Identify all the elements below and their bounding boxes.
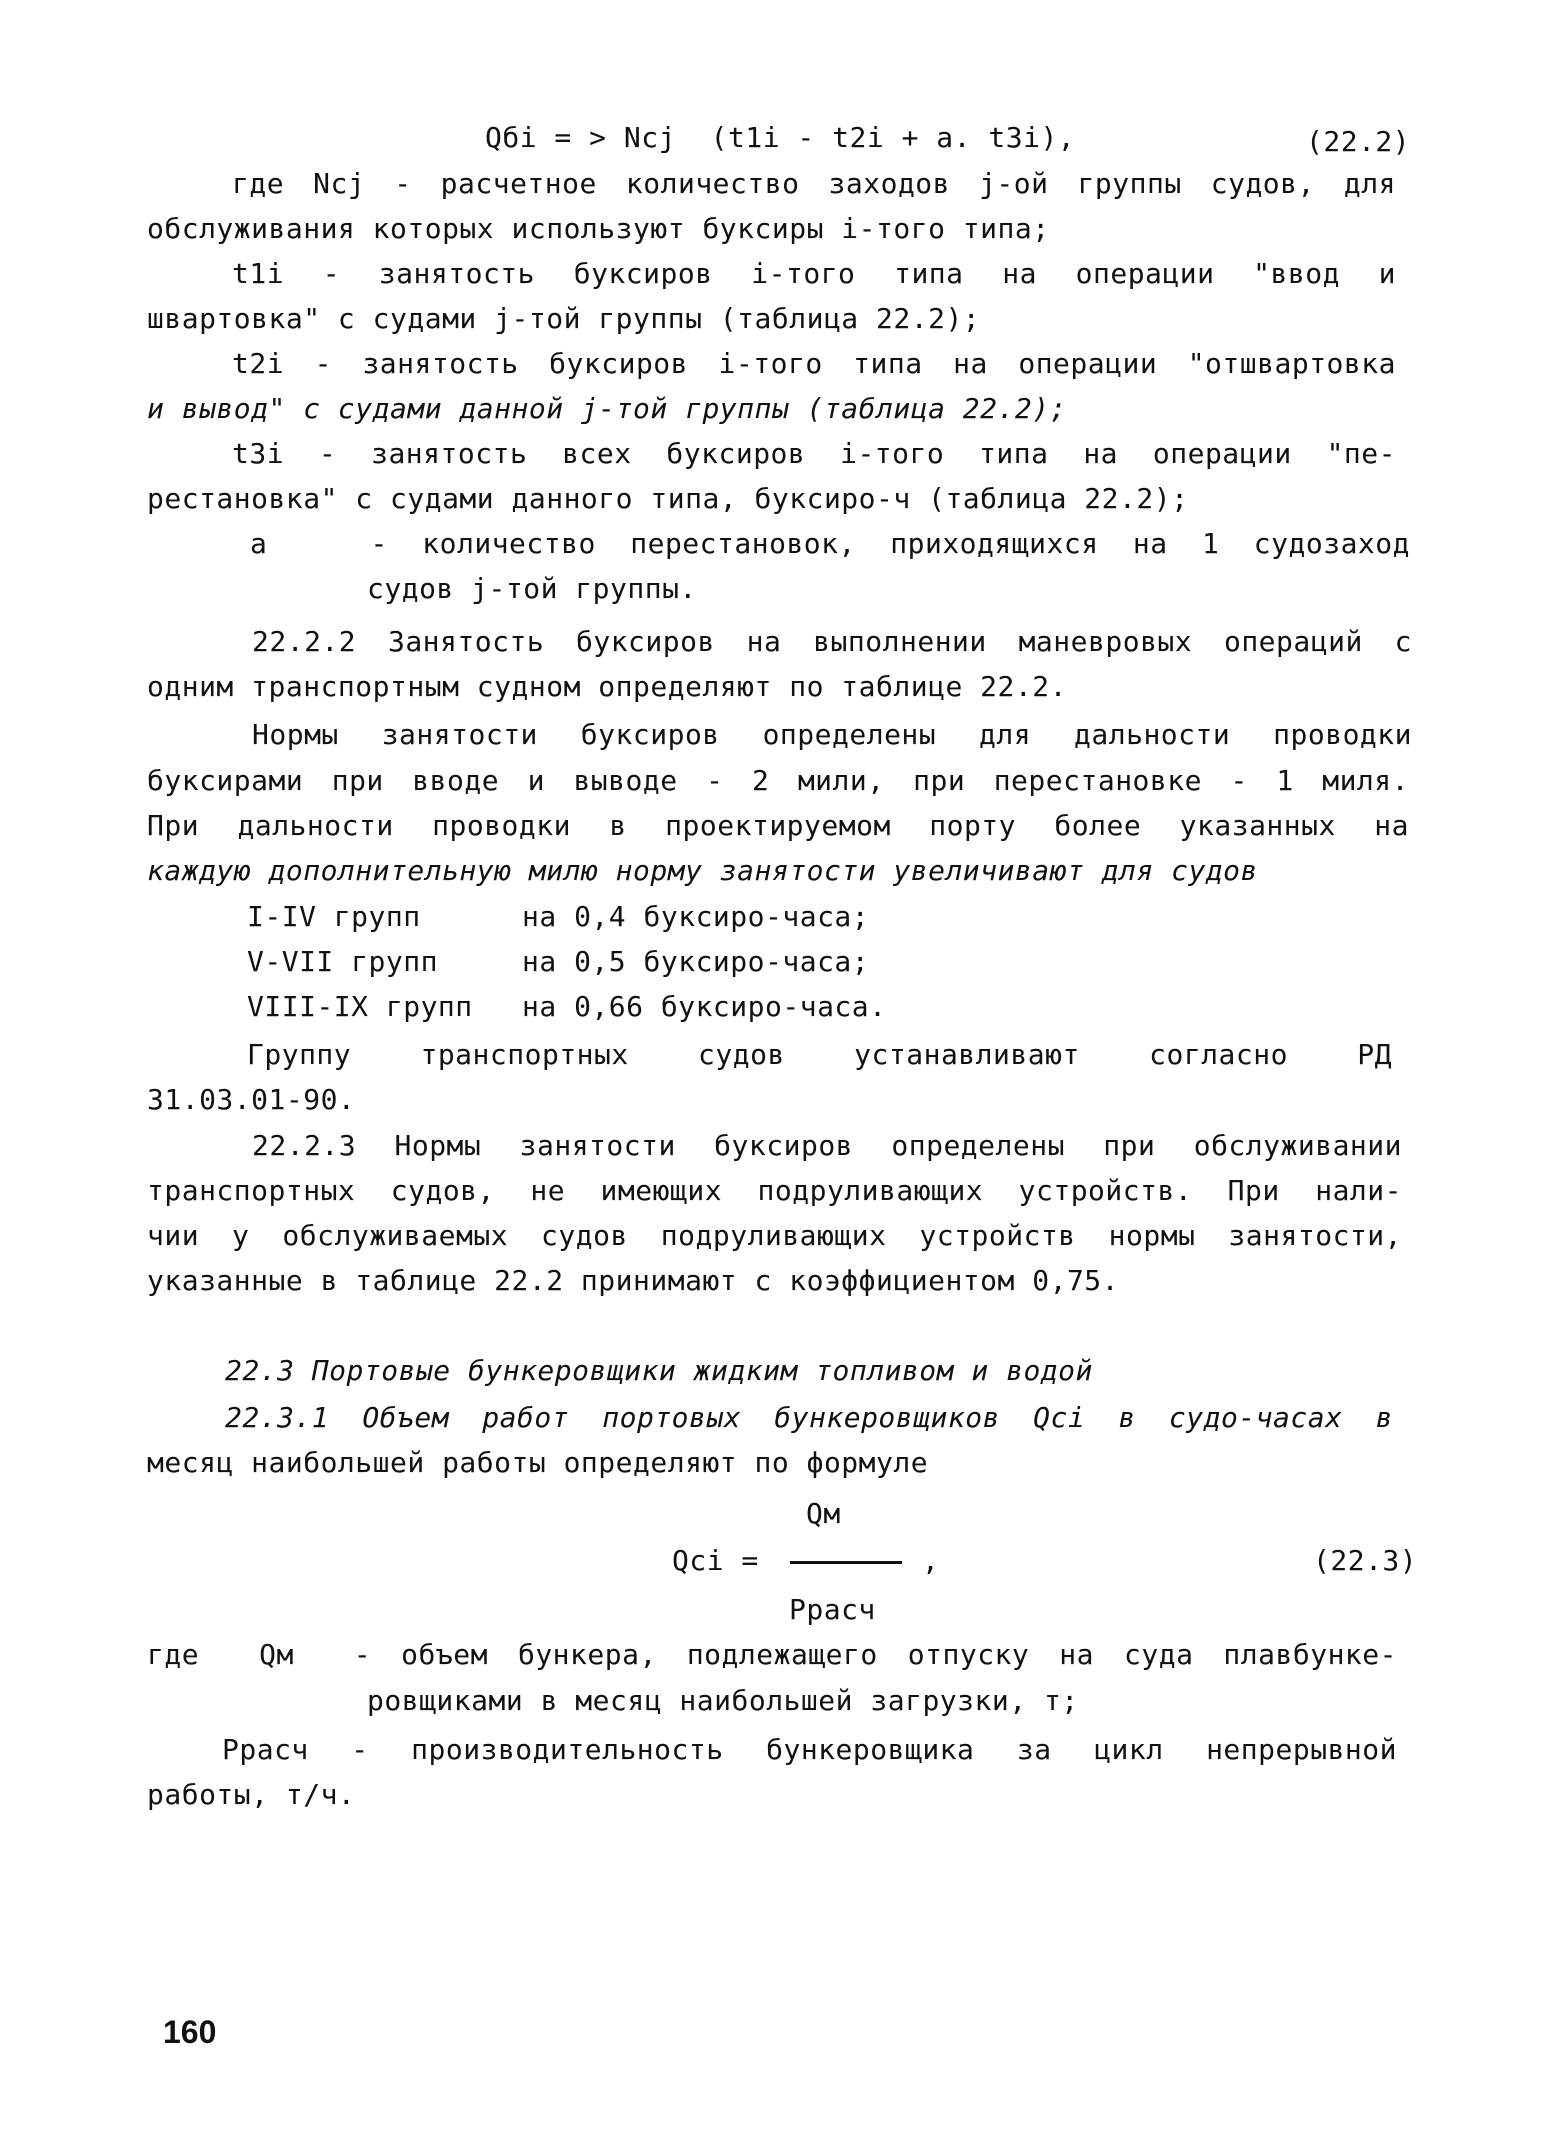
paragraph-line: месяц наибольшей работы определяют по формуле [147,1446,929,1479]
paragraph-line: При дальности проводки в проектируемом порту более указанных на [147,809,1409,842]
legend-line: работы, т/ч. [147,1778,356,1811]
group-name: V-VII групп [247,945,438,978]
legend-line: и вывод" с судами данной j-той группы (таблица 22.2); [147,392,1067,425]
paragraph-line: каждую дополнительную милю норму занятости увеличивают для судов [147,854,1258,887]
paragraph-line: 22.3.1 Объем работ портовых бункеровщиков Qci в судо-часах в [225,1401,1393,1434]
page-number: 160 [163,2014,217,2050]
paragraph-line: транспортных судов, не имеющих подруливающих устройств. При нали- [147,1174,1402,1207]
fraction-bar [790,1561,902,1564]
legend-line: судов j-той группы. [367,572,697,605]
group-name: I-IV групп [247,900,421,933]
legend-line: t1i - занятость буксиров i-того типа на операции "ввод и [232,257,1396,290]
paragraph-line: буксирами при вводе и выводе - 2 мили, при перестановке - 1 миля. [147,764,1409,797]
paragraph-line: 31.03.01-90. [147,1083,356,1116]
paragraph-line: одним транспортным судном определяют по таблице 22.2. [147,670,1067,703]
legend-line: t3i - занятость всех буксиров i-того типа на операции "пе- [232,437,1396,470]
paragraph-line: чии у обслуживаемых судов подруливающих устройств нормы занятости, [147,1219,1402,1252]
legend-line: швартовка" с судами j-той группы (таблица 22.2); [147,302,981,335]
legend-line: t2i - занятость буксиров i-того типа на операции "отшвартовка [232,347,1396,380]
paragraph-line: 22.2.3 Нормы занятости буксиров определены при обслуживании [252,1129,1402,1162]
paragraph-line: 22.2.2 Занятость буксиров на выполнении маневровых операций с [252,625,1412,658]
group-name: VIII-IX групп [247,990,473,1023]
legend-line: ровщиками в месяц наибольшей загрузки, т; [367,1684,1079,1717]
group-value: на 0,4 буксиро-часа; [522,900,870,933]
formula-22-3-comma: , [922,1544,940,1577]
formula-22-2: Qбi = > Ncj (t1i - t2i + a. t3i), [485,121,1076,154]
formula-22-3-lhs: Qci = [672,1544,759,1577]
legend-line: где Qм - объем бункера, подлежащего отпуску на суда плавбунке- [147,1638,1397,1671]
group-value: на 0,66 буксиро-часа. [522,990,887,1023]
formula-22-2-number: (22.2) [1306,125,1411,158]
legend-line: a - количество перестановок, приходящихся на 1 судозаход [250,527,1410,560]
paragraph-line: Нормы занятости буксиров определены для дальности проводки [252,718,1412,751]
legend-line: где Ncj - расчетное количество заходов j-ой группы судов, для [232,167,1396,200]
formula-22-3-number: (22.3) [1313,1544,1418,1577]
legend-line: Ррасч - производительность бункеровщика за цикл непрерывной [222,1733,1397,1766]
group-value: на 0,5 буксиро-часа; [522,945,870,978]
legend-line: обслуживания которых используют буксиры i-того типа; [147,212,1050,245]
formula-22-3-denominator: Ррасч [789,1593,876,1626]
legend-line: рестановка" с судами данного типа, буксиро-ч (таблица 22.2); [147,482,1189,515]
paragraph-line: указанные в таблице 22.2 принимают с коэффициентом 0,75. [147,1264,1120,1297]
section-heading: 22.3 Портовые бункеровщики жидким топливом и водой [225,1354,1093,1387]
formula-22-3-numerator: Qм [806,1497,841,1530]
paragraph-line: Группу транспортных судов устанавливают согласно РД [247,1038,1392,1071]
